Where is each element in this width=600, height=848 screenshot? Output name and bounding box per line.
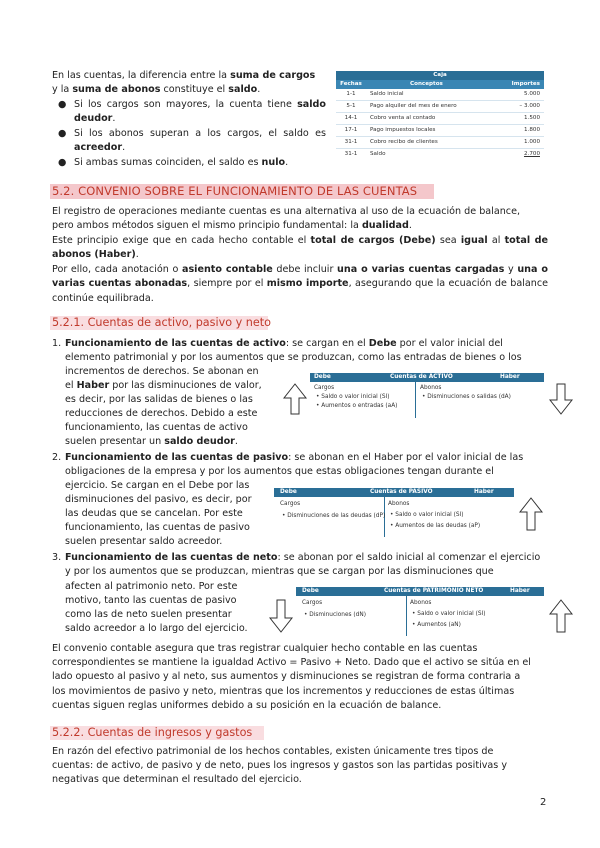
paragraph-line: correspondientes se mantiene la igualdad Activo = Pasivo + Neto. Dado que el activo se sitúa en el [52, 657, 531, 668]
t-account-pasivo [274, 488, 514, 540]
list-number: 2. [52, 452, 62, 463]
t-account-activo [310, 373, 544, 423]
list-item-line: funcionamiento, las cuentas de activo [65, 422, 248, 433]
abonos-label: Abonos [420, 385, 442, 391]
abono-item: • Aumentos (aN) [412, 622, 461, 628]
list-item-line: elemento patrimonial y por los aumentos que se produzcan, como las entradas de bienes o los [65, 352, 522, 363]
list-item-line: disminuciones del pasivo, es decir, por [65, 494, 252, 505]
abono-item: • Disminuciones o salidas (dA) [422, 394, 511, 400]
cargo-item: • Saldo o valor inicial (SI) [316, 394, 390, 400]
subsection-title: 5.2.2. Cuentas de ingresos y gastos [52, 726, 253, 739]
paragraph-line: En razón del efectivo patrimonial de los hechos contables, existen únicamente tres tipos de [52, 746, 494, 757]
caja-header-row: Fechas Conceptos Importes [336, 80, 544, 89]
list-item-line: suelen presentar saldo acreedor. [65, 536, 223, 547]
bullet-item: ● Si ambas sumas coinciden, el saldo es nulo. [58, 157, 289, 168]
list-item-line: ejercicio. Se cargan en el Debe por las [65, 480, 250, 491]
t-account-header: Debe Cuentas de PATRIMONIO NETO Haber [296, 587, 544, 596]
arrow-down-icon [268, 598, 294, 634]
list-item-line: motivo, tanto las cuentas de pasivo [65, 595, 237, 606]
list-number: 1. [52, 338, 62, 349]
t-account-header: Debe Cuentas de ACTIVO Haber [310, 373, 544, 382]
list-item-line: como las de neto suelen presentar [65, 609, 232, 620]
abono-item: • Saldo o valor inicial (SI) [390, 512, 464, 518]
cargo-item: • Aumentos o entradas (aA) [316, 403, 398, 409]
paragraph-line: los movimientos de pasivo y neto, mientras que los incrementos y reducciones de estas últimas [52, 686, 515, 697]
abonos-label: Abonos [410, 600, 432, 606]
section-title: 5.2. CONVENIO SOBRE EL FUNCIONAMIENTO DE LAS CUENTAS [52, 184, 418, 198]
list-number: 3. [52, 552, 62, 563]
table-row: 5-1 Pago alquiler del mes de enero – 3.000 [336, 101, 544, 113]
cargo-item: • Disminuciones de las deudas (dP) [282, 513, 386, 519]
list-item-line: obligaciones de la empresa y por los aumentos que estas obligaciones tengan durante el [65, 466, 494, 477]
paragraph: Este principio exige que en cada hecho contable el total de cargos (Debe) sea igual al total de abonos (Haber). [52, 235, 548, 261]
abonos-label: Abonos [388, 501, 410, 507]
list-item-line: las deudas que se cancelan. Por este [65, 508, 243, 519]
list-item: Funcionamiento de las cuentas de activo: se cargan en el Debe por el valor inicial del [65, 338, 503, 349]
table-row: 1-1 Saldo inicial 5.000 [336, 89, 544, 101]
t-account-neto [296, 587, 544, 639]
list-item-line: afecten al patrimonio neto. Por este [65, 581, 238, 592]
list-item-line: es decir, por las salidas de bienes o las [65, 394, 253, 405]
caja-title: Caja [336, 71, 544, 80]
cargos-label: Cargos [280, 501, 301, 507]
list-item-line: y por los aumentos que se produzcan, mientras que se cargan por las disminuciones que [65, 566, 494, 577]
paragraph-line: cuentas siguen reglas uniformes debido a su posición en la ecuación de balance. [52, 700, 442, 711]
subsection-title: 5.2.1. Cuentas de activo, pasivo y neto [52, 316, 271, 329]
paragraph: El registro de operaciones mediante cuentas es una alternativa al uso de la ecuación de balance, [52, 206, 521, 217]
paragraph: Por ello, cada anotación o asiento contable debe incluir una o varias cuentas cargadas y una o varias cuentas abonadas, siempre por el mismo importe, asegurando que la ecuación de balance continúe equilibrada. [52, 264, 549, 304]
list-item-line: reducciones de derechos. Debido a este [65, 408, 258, 419]
intro-line-2: y la suma de abonos constituye el saldo. [52, 84, 261, 95]
bullet-item: ● Si los cargos son mayores, la cuenta tiene saldo deudor. [58, 99, 326, 125]
list-item: Funcionamiento de las cuentas de pasivo: se abonan en el Haber por el valor inicial de las [65, 452, 524, 463]
list-item-line: funcionamiento, las cuentas de pasivo [65, 522, 250, 533]
abono-item: • Saldo o valor inicial (SI) [412, 611, 486, 617]
table-row: 17-1 Pago impuestos locales 1.800 [336, 125, 544, 137]
table-row: 14-1 Cobro venta al contado 1.500 [336, 113, 544, 125]
list-item-line: suelen presentar un saldo deudor. [65, 436, 238, 447]
table-row: 31-1 Saldo 2.700 [344, 151, 540, 157]
paragraph: pero ambos métodos siguen el mismo principio fundamental: la dualidad. [52, 220, 412, 231]
list-item-line: saldo acreedor a lo largo del ejercicio. [65, 623, 248, 634]
paragraph-line: lado opuesto al pasivo y al neto, sus aumentos y disminuciones se registran de forma contraria a [52, 671, 521, 682]
bullet-item: ● Si los abonos superan a los cargos, el saldo es acreedor. [58, 128, 326, 154]
list-item-line: el Haber por las disminuciones de valor, [65, 380, 262, 391]
list-item: Funcionamiento de las cuentas de neto: se abonan por el saldo inicial al comenzar el ejercicio [65, 552, 541, 563]
arrow-up-icon [518, 496, 544, 532]
abono-item: • Aumentos de las deudas (aP) [390, 523, 481, 529]
intro-line-1: En las cuentas, la diferencia entre la suma de cargos [52, 70, 316, 81]
t-account-header: Debe Cuentas de PASIVO Haber [274, 488, 514, 497]
paragraph-line: El convenio contable asegura que tras registrar cualquier hecho contable en las cuentas [52, 643, 478, 654]
arrow-down-icon [548, 382, 574, 416]
page-number: 2 [540, 797, 547, 808]
cargo-item: • Disminuciones (dN) [304, 612, 366, 618]
arrow-up-icon [282, 382, 308, 416]
arrow-up-icon [548, 598, 574, 634]
paragraph-line: negativas que determinan el resultado del ejercicio. [52, 774, 302, 785]
paragraph-line: cuentas: de activo, de pasivo y de neto, pues los ingresos y gastos son las partidas positivas y [52, 760, 508, 771]
caja-table [336, 71, 544, 160]
list-item-line: incrementos de derechos. Se abonan en [65, 366, 259, 377]
table-row: 31-1 Cobro recibo de clientes 1.000 [336, 137, 544, 149]
cargos-label: Cargos [314, 385, 335, 391]
cargos-label: Cargos [302, 600, 323, 606]
